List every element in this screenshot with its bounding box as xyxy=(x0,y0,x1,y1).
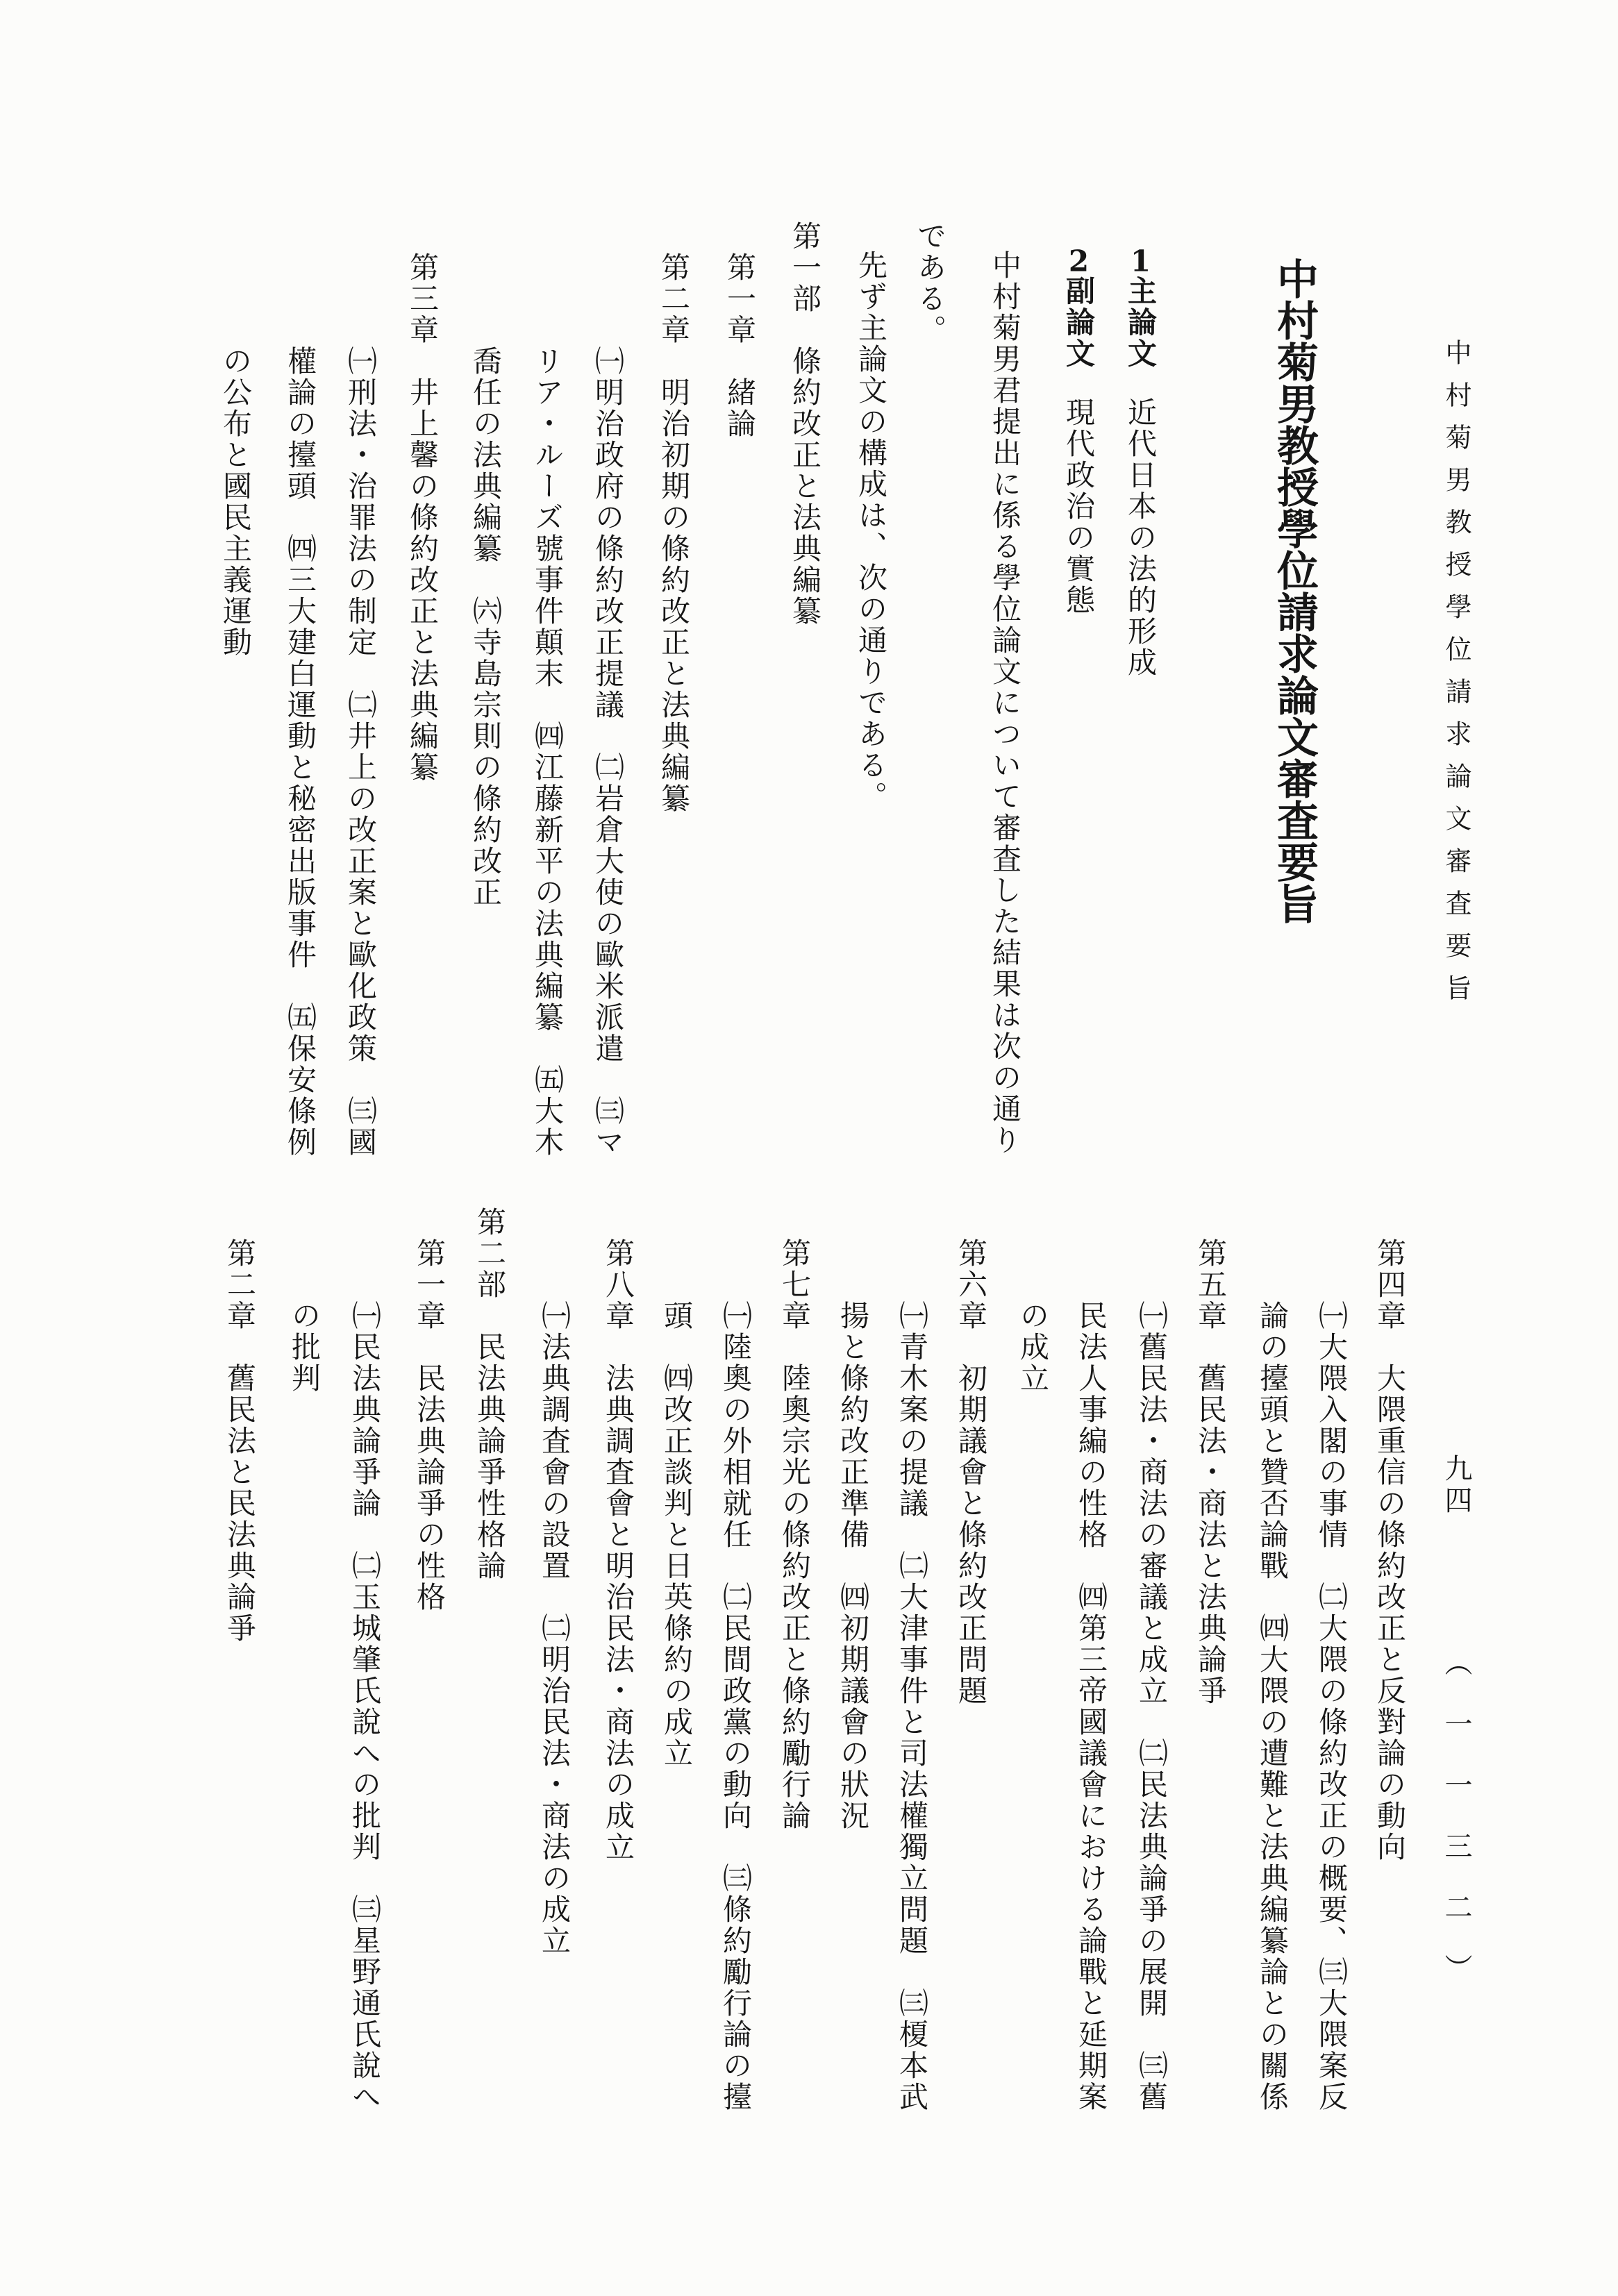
intro-line: 中村菊男君提出に係る學位論文について審査した結果は次の通り xyxy=(988,250,1022,1156)
page-number: 九四 xyxy=(1440,1454,1472,1518)
chapter-2-sections-line: 喬任の法典編纂 ㈥寺島宗則の條約改正 xyxy=(469,346,503,908)
part-2-chapter-1-sections-line: の批判 xyxy=(287,1300,322,1394)
chapter-5-sections-line: 民法人事編の性格 ㈣第三帝國議會における論戰と延期案 xyxy=(1074,1300,1108,2113)
thesis-label: 副論文 xyxy=(1062,276,1096,369)
chapter-5-heading: 第五章 舊民法・商法と法典論爭 xyxy=(1194,1238,1228,1707)
chapter-7-sections-line: 頭 ㈣改正談判と日英條約の成立 xyxy=(660,1300,694,1769)
chapter-4-heading: 第四章 大隈重信の條約改正と反對論の動向 xyxy=(1373,1238,1407,1863)
thesis-sub xyxy=(1061,246,1096,616)
chapter-2-sections-line: リア・ルーズ號事件顛末 ㈣江藤新平の法典編纂 ㈤大木 xyxy=(531,346,565,1158)
thesis-number: 2 xyxy=(1068,246,1090,276)
chapter-3-sections-line: 權論の擡頭 ㈣三大建白運動と秘密出版事件 ㈤保安條例 xyxy=(283,346,317,1158)
part-2-chapter-2-heading: 第二章 舊民法と民法典論爭 xyxy=(223,1238,257,1644)
part-2-chapter-1-sections-line: ㈠民法典論爭論 ㈡玉城肇氏說への批判 ㈢星野通氏說へ xyxy=(348,1300,382,2113)
chapter-2-sections-line: ㈠明治政府の條約改正提議 ㈡岩倉大使の歐米派遣 ㈢マ xyxy=(591,346,625,1158)
chapter-3-sections-line: の公布と國民主義運動 xyxy=(219,346,253,658)
chapter-2-heading: 第二章 明治初期の條約改正と法典編纂 xyxy=(657,252,691,814)
chapter-5-sections-line: の成立 xyxy=(1016,1300,1050,1394)
chapter-1-heading: 第一章 緒論 xyxy=(723,252,757,439)
chapter-5-sections-line: ㈠舊民法・商法の審議と成立 ㈡民法典論爭の展開 ㈢舊 xyxy=(1135,1300,1169,2113)
thesis-title: 近代日本の法的形成 xyxy=(1124,397,1158,678)
intro-line: 先ず主論文の構成は、次の通りである。 xyxy=(854,250,888,812)
running-header: 中村菊男教授學位請求論文審査要旨 xyxy=(1441,339,1471,1016)
intro-line: である。 xyxy=(913,221,947,346)
chapter-7-sections-line: ㈠陸奧の外相就任 ㈡民間政黨の動向 ㈢條約勵行論の擡 xyxy=(719,1300,753,2113)
chapter-7-heading: 第七章 陸奧宗光の條約改正と條約勵行論 xyxy=(778,1238,812,1832)
chapter-6-sections-line: ㈠青木案の提議 ㈡大津事件と司法權獨立問題 ㈢榎本武 xyxy=(895,1300,929,2113)
cumulative-page-number: （一一三二） xyxy=(1440,1648,1472,2015)
chapter-3-heading: 第三章 井上馨の條約改正と法典編纂 xyxy=(406,252,440,783)
part-2-heading: 第二部 民法典論爭性格論 xyxy=(473,1207,507,1582)
part-2-chapter-1-heading: 第一章 民法典論爭の性格 xyxy=(412,1238,447,1613)
part-1-heading: 第一部 條約改正と法典編纂 xyxy=(788,221,822,627)
chapter-4-sections-line: 論の擡頭と贊否論戰 ㈣大隈の遭難と法典編纂論との關係 xyxy=(1256,1300,1290,2113)
chapter-3-sections-line: ㈠刑法・治罪法の制定 ㈡井上の改正案と歐化政策 ㈢國 xyxy=(344,346,378,1158)
chapter-8-sections-line: ㈠法典調査會の設置 ㈡明治民法・商法の成立 xyxy=(537,1300,572,1956)
chapter-8-heading: 第八章 法典調査會と明治民法・商法の成立 xyxy=(601,1238,635,1863)
thesis-number: 1 xyxy=(1130,246,1151,276)
thesis-label: 主論文 xyxy=(1124,276,1158,369)
chapter-6-sections-line: 揚と條約改正準備 ㈣初期議會の狀況 xyxy=(836,1300,870,1832)
document-title: 中村菊男教授學位請求論文審査要旨 xyxy=(1270,258,1319,924)
thesis-title: 現代政治の實態 xyxy=(1062,397,1096,616)
chapter-6-heading: 第六章 初期議會と條約改正問題 xyxy=(954,1238,988,1707)
thesis-main xyxy=(1123,246,1158,678)
chapter-4-sections-line: ㈠大隈入閣の事情 ㈡大隈の條約改正の概要、㈢大隈案反 xyxy=(1315,1300,1349,2113)
